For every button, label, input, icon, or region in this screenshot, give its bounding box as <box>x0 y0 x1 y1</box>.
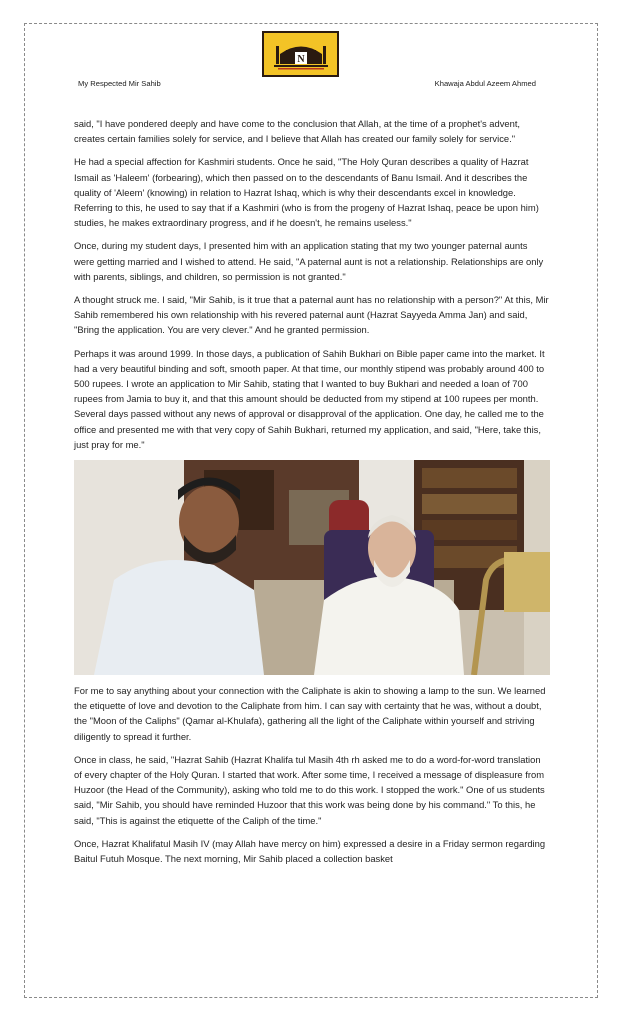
photo-two-men <box>74 460 550 675</box>
paragraph: Once in class, he said, "Hazrat Sahib (Hazrat Khalifa tul Masih 4th rh asked me to do a word-for-word translation of every chapter of the Holy Quran. I started that work. After some time, I received a message of displeasure from Huzoor (the Head of the Community), asking who told me to do this work. I stopped the work." One of us students said, "Mir Sahib, you should have reminded Huzoor that this work was being done by his command." To this, he said, "This is against the etiquette of the Caliph of the time." <box>74 753 545 826</box>
paragraph: Perhaps it was around 1999. In those days, a publication of Sahih Bukhari on Bible paper came into the market. It had a very beautiful binding and soft, smooth paper. At that time, our monthly stipend was probably around 400 to 500 rupees. I wrote an application to Mir Sahib, stating that I wanted to buy Bukhari and needed a loan of 700 rupees from Jamia to buy it, and that this amount should be deducted from my stipend at 100 rupees per month. Several days passed without any news of approval or disapproval of the application. One day, he called me to the office and presented me with that very copy of Sahih Bukhari, returned my application, and said, "Here, take this, just pray for me." <box>74 347 545 450</box>
paragraph: Once, during my student days, I presented him with an application stating that my two younger paternal aunts were getting married and I wished to attend. He said, "A paternal aunt is not a relationship. Relationships are only with parents, siblings, and children, so permission is not granted." <box>74 240 544 282</box>
header-recipient: My Respected Mir Sahib <box>78 79 161 88</box>
article-body <box>74 116 550 874</box>
paragraph: Once, Hazrat Khalifatul Masih IV (may Allah have mercy on him) expressed a desire in a Friday sermon regarding Baitul Futuh Mosque. The next morning, Mir Sahib placed a collection basket <box>74 837 546 865</box>
paragraph: A thought struck me. I said, "Mir Sahib, is it true that a paternal aunt has no relationship with a person?" At this, Mir Sahib remembered his own relationship with his revered paternal aunt (Hazrat Sayyeda Amma Jan) and said, "Bring the application. You are very clever." And he granted permission. <box>74 294 549 336</box>
header-author: Khawaja Abdul Azeem Ahmed <box>434 79 536 88</box>
svg-text:N: N <box>296 54 305 65</box>
mosque-logo-icon <box>266 34 336 74</box>
paragraph: For me to say anything about your connection with the Caliphate is akin to showing a lamp to the sun. We learned the etiquette of love and devotion to the Caliphate from him. I can say with certainty that he was, without a doubt, the "Moon of the Caliphs" (Qamar al-Khulafa), gathering all the light of the Caliphate within yourself and striving diligently to spread it further. <box>74 685 546 742</box>
paragraph: He had a special affection for Kashmiri students. Once he said, "The Holy Quran describes a quality of Hazrat Ismail as 'Haleem' (forbearing), which then passed on to the descendants of Banu Ismail. And it describes the quality of 'Aleem' (knowing) in relation to Hazrat Ishaq, which is why their descendants excel in knowledge. Referring to this, he used to say that if a Kashmiri (who is from the progeny of Hazrat Ishaq, peace be upon him) studies, he makes extraordinary progress, and if he doesn't, he remains useless." <box>74 156 539 229</box>
jamia-logo <box>262 31 339 77</box>
paragraph: said, "I have pondered deeply and have come to the conclusion that Allah, at the time of a prophet's advent, creates certain families solely for service, and I believe that Allah has created our family solely for service." <box>74 118 521 145</box>
